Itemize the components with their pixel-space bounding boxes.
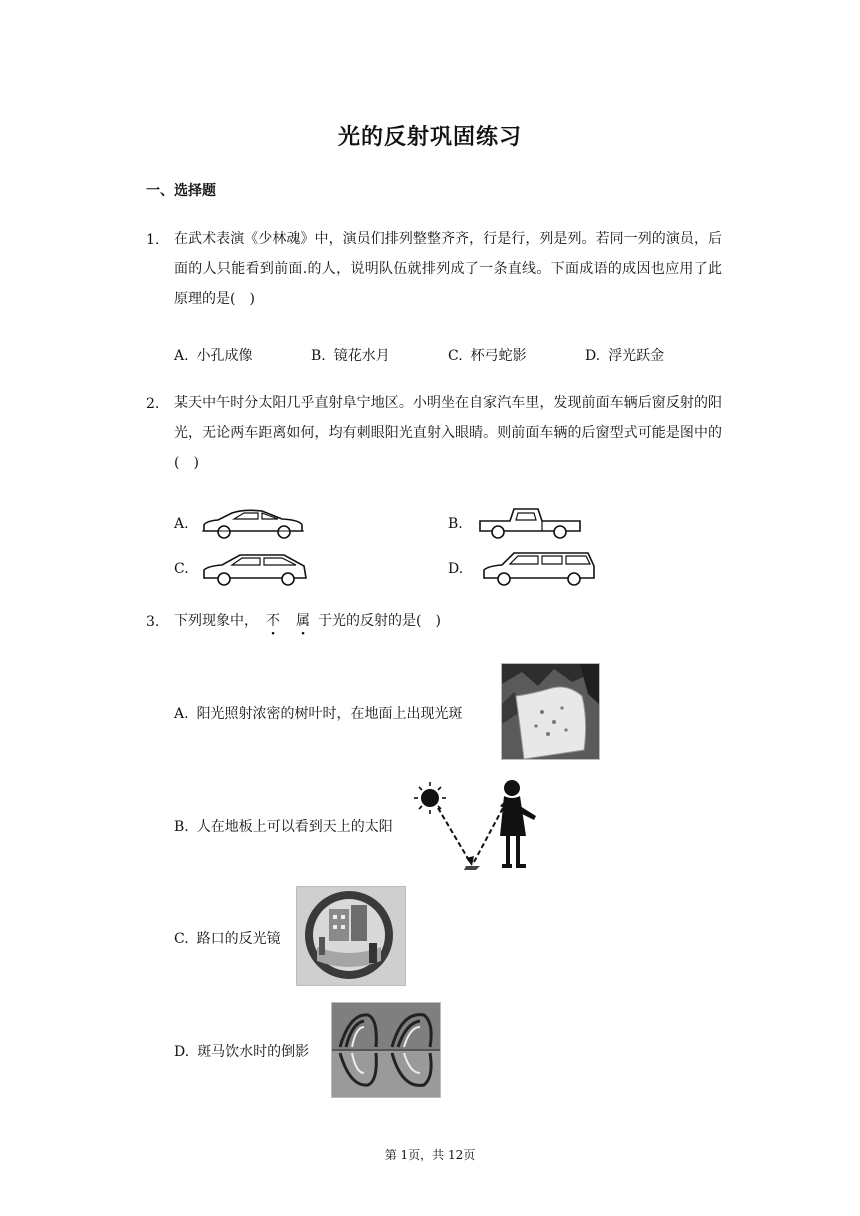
option-text: 杯弓蛇影	[470, 348, 527, 364]
question-3-text-post: 于光的反射的是( )	[318, 613, 441, 629]
section-heading: 一、选择题	[146, 183, 216, 199]
question-3-number: 3.	[146, 614, 160, 630]
emphasis-char-1: 不	[266, 613, 280, 629]
question-3-option-c	[174, 928, 281, 948]
question-2-option-b-letter: B.	[448, 516, 463, 532]
question-3-option-d	[174, 1041, 309, 1061]
station-wagon-icon	[480, 548, 598, 586]
question-2-text: 某天中午时分太阳几乎直射阜宁地区。小明坐在自家汽车里，发现前面车辆后窗反射的阳光，无论两车距离如何，均有刺眼阳光直射入眼睛。则前面车辆的后窗型式可能是图中的( )	[174, 395, 722, 471]
question-1-text: 在武术表演《少林魂》中，演员们排列整整齐齐，行是行，列是列。若同一列的演员，后面的人只能看到前面.的人，说明队伍就排列成了一条直线。下面成语的成因也应用了此原理的是( )	[174, 231, 722, 307]
sun-icon	[414, 782, 446, 814]
option-text: 人在地板上可以看到天上的太阳	[196, 819, 393, 835]
option-text: 浮光跃金	[608, 348, 665, 364]
question-3-text	[174, 606, 722, 636]
page-footer: 第 1页，共 12页	[384, 1148, 476, 1162]
option-letter: C.	[174, 931, 189, 947]
option-text: 阳光照射浓密的树叶时，在地面上出现光斑	[196, 706, 463, 722]
emphasis-char-2: 属	[296, 613, 310, 629]
question-1-option-b	[311, 345, 390, 365]
question-3-option-a	[174, 703, 463, 723]
option-text: 斑马饮水时的倒影	[197, 1044, 310, 1060]
question-1-number: 1.	[146, 232, 160, 248]
question-1-option-c	[448, 345, 527, 365]
option-letter: B.	[174, 819, 189, 835]
question-2-option-d-letter: D.	[448, 561, 464, 577]
hatchback-car-icon	[200, 550, 312, 586]
sun-reflection-diagram	[414, 776, 546, 876]
option-letter: A.	[174, 348, 189, 364]
option-letter: C.	[448, 348, 463, 364]
person-figure	[500, 780, 536, 868]
question-3-option-b	[174, 816, 393, 836]
option-letter: D.	[174, 1044, 190, 1060]
question-1-option-d	[585, 345, 664, 365]
option-letter: D.	[585, 348, 601, 364]
option-text: 路口的反光镜	[196, 931, 281, 947]
question-2-option-c-letter: C.	[174, 561, 189, 577]
question-2-option-a-letter: A.	[174, 516, 189, 532]
pickup-truck-icon	[476, 505, 584, 539]
option-letter: A.	[174, 706, 189, 722]
page-title: 光的反射巩固练习	[337, 124, 522, 150]
option-letter: B.	[311, 348, 326, 364]
option-text: 小孔成像	[196, 348, 253, 364]
tree-light-spots-photo	[501, 663, 600, 760]
zebra-reflection-photo	[331, 1002, 441, 1098]
sedan-car-icon	[200, 507, 306, 541]
convex-mirror-photo	[296, 886, 406, 986]
question-3-text-pre: 下列现象中，	[174, 613, 258, 629]
option-text: 镜花水月	[333, 348, 390, 364]
question-1-option-a	[174, 345, 253, 365]
question-2-number: 2.	[146, 396, 160, 412]
